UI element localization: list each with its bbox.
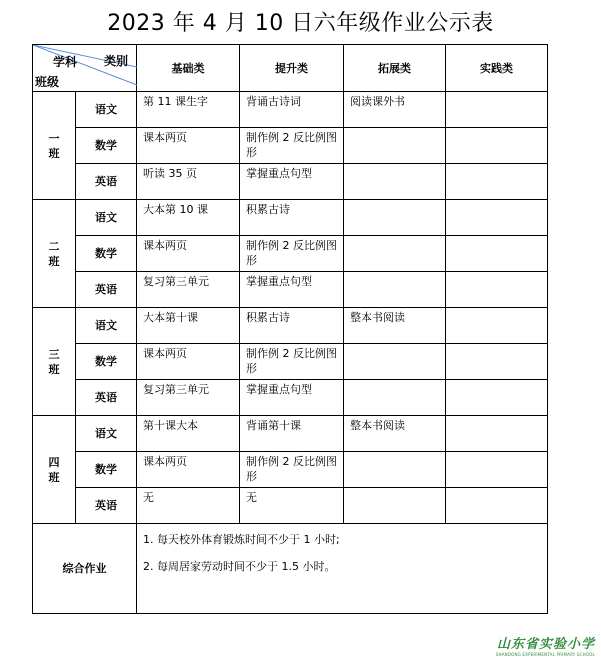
homework-cell: 整本书阅读 xyxy=(344,416,446,452)
subject-cell: 语文 xyxy=(76,416,137,452)
homework-cell xyxy=(446,416,548,452)
homework-cell xyxy=(446,308,548,344)
comprehensive-note: 2. 每周居家劳动时间不少于 1.5 小时。 xyxy=(143,560,336,573)
class-name-line2: 班 xyxy=(48,146,60,160)
homework-cell: 课本两页 xyxy=(137,344,240,380)
homework-cell: 背诵第十课 xyxy=(240,416,344,452)
class-name-line2: 班 xyxy=(48,470,60,484)
homework-cell: 制作例 2 反比例图形 xyxy=(240,128,344,164)
homework-cell: 课本两页 xyxy=(137,452,240,488)
homework-cell xyxy=(446,344,548,380)
homework-cell xyxy=(446,380,548,416)
subject-cell: 语文 xyxy=(76,200,137,236)
class-name-line1: 四 xyxy=(48,455,60,469)
class-name-line1: 三 xyxy=(48,347,60,361)
homework-cell: 制作例 2 反比例图形 xyxy=(240,452,344,488)
class-name-line2: 班 xyxy=(48,254,60,268)
homework-cell xyxy=(344,380,446,416)
corner-class-label: 班级 xyxy=(35,75,60,89)
homework-cell xyxy=(446,236,548,272)
homework-cell: 积累古诗 xyxy=(240,200,344,236)
homework-cell: 复习第三单元 xyxy=(137,272,240,308)
table-row xyxy=(33,200,548,236)
table-row xyxy=(33,128,548,164)
homework-cell xyxy=(344,128,446,164)
homework-cell: 听读 35 页 xyxy=(137,164,240,200)
column-header-basic: 基础类 xyxy=(137,45,240,92)
homework-cell xyxy=(446,164,548,200)
comprehensive-row xyxy=(33,524,548,614)
homework-cell: 第十课大本 xyxy=(137,416,240,452)
table-row xyxy=(33,92,548,128)
subject-cell: 数学 xyxy=(76,128,137,164)
homework-cell xyxy=(344,200,446,236)
homework-cell: 复习第三单元 xyxy=(137,380,240,416)
subject-cell: 英语 xyxy=(76,380,137,416)
table-row xyxy=(33,236,548,272)
homework-table xyxy=(32,44,548,614)
class-name-cell xyxy=(33,308,76,416)
homework-cell xyxy=(344,236,446,272)
homework-cell: 课本两页 xyxy=(137,128,240,164)
column-header-extension: 拓展类 xyxy=(344,45,446,92)
header-row xyxy=(33,45,548,92)
subject-cell: 数学 xyxy=(76,344,137,380)
page-title: 2023 年 4 月 10 日六年级作业公示表 xyxy=(107,11,494,36)
corner-header-cell xyxy=(33,45,137,92)
homework-cell xyxy=(446,200,548,236)
homework-cell xyxy=(344,164,446,200)
class-name-cell xyxy=(33,416,76,524)
homework-cell: 掌握重点句型 xyxy=(240,272,344,308)
homework-cell: 制作例 2 反比例图形 xyxy=(240,344,344,380)
homework-cell xyxy=(344,344,446,380)
homework-cell: 无 xyxy=(137,488,240,524)
homework-cell xyxy=(446,272,548,308)
homework-cell: 大本第 10 课 xyxy=(137,200,240,236)
class-name-line1: 一 xyxy=(48,131,60,145)
subject-cell: 数学 xyxy=(76,236,137,272)
homework-cell: 大本第十课 xyxy=(137,308,240,344)
homework-cell: 背诵古诗词 xyxy=(240,92,344,128)
subject-cell: 语文 xyxy=(76,92,137,128)
school-logo-en: SHANDONG EXPERIMENTAL PRIMARY SCHOOL xyxy=(495,652,595,657)
subject-cell: 数学 xyxy=(76,452,137,488)
homework-cell: 整本书阅读 xyxy=(344,308,446,344)
school-logo xyxy=(496,633,595,657)
homework-cell: 积累古诗 xyxy=(240,308,344,344)
subject-cell: 英语 xyxy=(76,272,137,308)
class-name-line1: 二 xyxy=(48,239,60,253)
homework-cell xyxy=(344,452,446,488)
table-row xyxy=(33,380,548,416)
table-row xyxy=(33,344,548,380)
subject-cell: 英语 xyxy=(76,488,137,524)
column-header-practice: 实践类 xyxy=(446,45,548,92)
table-row xyxy=(33,164,548,200)
corner-category-label: 类别 xyxy=(103,54,128,68)
column-header-advanced: 提升类 xyxy=(240,45,344,92)
class-name-cell xyxy=(33,200,76,308)
homework-cell: 课本两页 xyxy=(137,236,240,272)
table-row xyxy=(33,308,548,344)
homework-cell xyxy=(446,488,548,524)
table-row xyxy=(33,416,548,452)
class-name-line2: 班 xyxy=(48,362,60,376)
comprehensive-label: 综合作业 xyxy=(33,524,137,614)
comprehensive-note: 1. 每天校外体育锻炼时间不少于 1 小时; xyxy=(143,533,340,546)
homework-cell: 第 11 课生字 xyxy=(137,92,240,128)
subject-cell: 英语 xyxy=(76,164,137,200)
homework-cell xyxy=(446,452,548,488)
corner-subject-label: 学科 xyxy=(53,55,78,69)
homework-cell xyxy=(446,128,548,164)
table-row xyxy=(33,452,548,488)
homework-cell: 掌握重点句型 xyxy=(240,164,344,200)
homework-cell: 阅读课外书 xyxy=(344,92,446,128)
homework-cell: 制作例 2 反比例图形 xyxy=(240,236,344,272)
table-row xyxy=(33,272,548,308)
school-logo-cn: 山东省实验小学 xyxy=(496,637,595,652)
homework-cell xyxy=(344,488,446,524)
homework-cell: 无 xyxy=(240,488,344,524)
homework-cell xyxy=(446,92,548,128)
comprehensive-notes xyxy=(137,524,548,614)
subject-cell: 语文 xyxy=(76,308,137,344)
homework-cell: 掌握重点句型 xyxy=(240,380,344,416)
table-row xyxy=(33,488,548,524)
homework-cell xyxy=(344,272,446,308)
class-name-cell xyxy=(33,92,76,200)
